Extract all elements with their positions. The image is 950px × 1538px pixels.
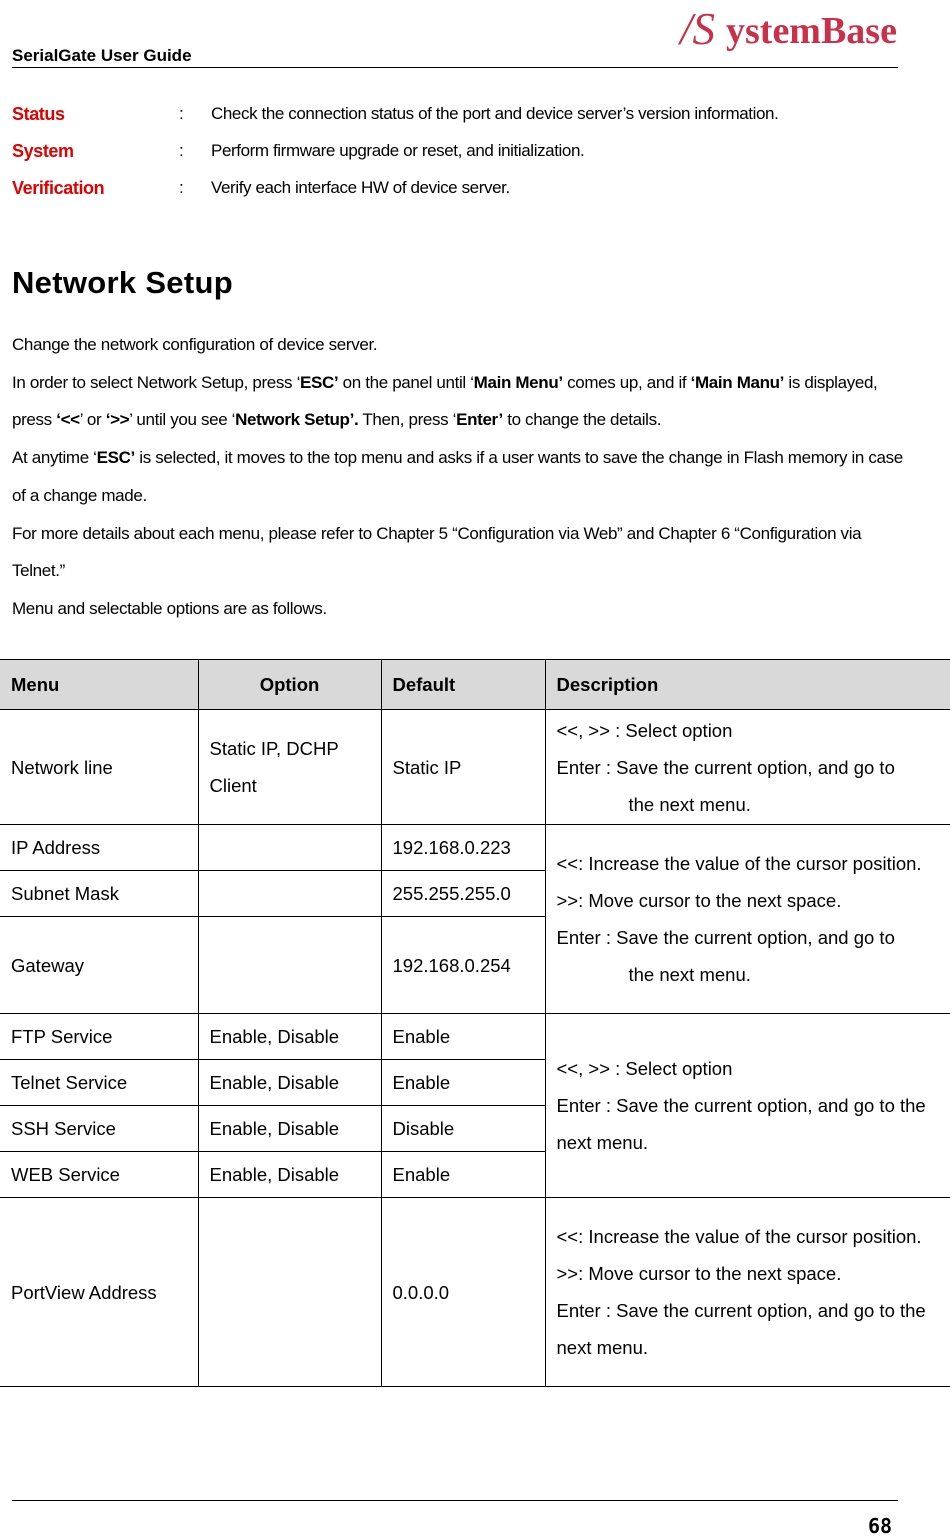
cell-default: 0.0.0.0 [381, 1198, 545, 1387]
cell-menu: IP Address [0, 825, 198, 871]
definition-row [12, 137, 912, 174]
cell-default: Enable [381, 1152, 545, 1198]
cell-option [198, 825, 381, 871]
header-default: Default [381, 660, 545, 710]
table-row [0, 710, 950, 825]
table-row [0, 825, 950, 871]
logo-wordmark: ystemBase [726, 10, 897, 52]
paragraph-esc: At anytime ‘ESC’ is selected, it moves to the top menu and asks if a user wants to save the change in Flash memory in case of a change made. [12, 448, 903, 505]
cell-option: Enable, Disable [198, 1014, 381, 1060]
cell-default: Enable [381, 1060, 545, 1106]
table-row [0, 1198, 950, 1387]
definition-row [12, 174, 912, 211]
header-title: SerialGate User Guide [12, 46, 192, 65]
header-description: Description [545, 660, 950, 710]
table-row [0, 1014, 950, 1060]
cell-default: Disable [381, 1106, 545, 1152]
definition-list [12, 100, 912, 211]
definition-colon: : [179, 104, 184, 123]
paragraph-references: For more details about each menu, please refer to Chapter 5 “Configuration via Web” and Chapter 6 “Configuration via Telnet.” [12, 523, 862, 581]
cell-default: 192.168.0.223 [381, 825, 545, 871]
definition-term: System [12, 141, 74, 161]
definition-text: Check the connection status of the port and device server’s version information. [211, 104, 779, 123]
cell-default: 192.168.0.254 [381, 917, 545, 1014]
cell-description: <<, >> : Select option Enter : Save the current option, and go to the next menu. [545, 1014, 950, 1198]
cell-menu: Network line [0, 710, 198, 825]
cell-option: Static IP, DCHP Client [198, 710, 381, 825]
definition-text: Perform firmware upgrade or reset, and initialization. [211, 141, 585, 160]
section-title: Network Setup [12, 265, 233, 300]
cell-option [198, 917, 381, 1014]
cell-description: <<: Increase the value of the cursor position. >>: Move cursor to the next space. Enter : Save the current option, and go to the next menu. [545, 1198, 950, 1387]
cell-option: Enable, Disable [198, 1060, 381, 1106]
paragraph-how-to-select: In order to select Network Setup, press ‘ESC’ on the panel until ‘Main Menu’ comes up, and if ‘Main Manu’ is displayed, press ‘<<’ or ‘>>’ until you see ‘Network Setup’. Then, press ‘Enter’ to change the details. [12, 372, 878, 430]
definition-term: Verification [12, 178, 105, 198]
paragraph-table-intro: Menu and selectable options are as follows. [12, 598, 327, 618]
footer-rule [12, 1500, 898, 1501]
table-header-row [0, 660, 950, 710]
cell-menu: SSH Service [0, 1106, 198, 1152]
cell-menu: WEB Service [0, 1152, 198, 1198]
page-number: 68 [868, 1514, 893, 1538]
cell-menu: Gateway [0, 917, 198, 1014]
systembase-logo [674, 0, 904, 52]
cell-option [198, 1198, 381, 1387]
cell-option [198, 871, 381, 917]
header-option: Option [198, 660, 381, 710]
cell-default: Static IP [381, 710, 545, 825]
logo-slash-s: /S [680, 4, 716, 52]
cell-menu: PortView Address [0, 1198, 198, 1387]
paragraph-intro: Change the network configuration of device server. [12, 335, 378, 354]
cell-menu: Telnet Service [0, 1060, 198, 1106]
cell-description: <<, >> : Select option Enter : Save the current option, and go to the next menu. [545, 710, 950, 825]
cell-menu: FTP Service [0, 1014, 198, 1060]
section-body [12, 326, 912, 628]
cell-menu: Subnet Mask [0, 871, 198, 917]
header-rule [12, 67, 898, 68]
network-options-table [0, 659, 950, 1387]
definition-row [12, 100, 912, 137]
cell-option: Enable, Disable [198, 1106, 381, 1152]
cell-option: Enable, Disable [198, 1152, 381, 1198]
cell-default: 255.255.255.0 [381, 871, 545, 917]
cell-description: <<: Increase the value of the cursor position. >>: Move cursor to the next space. Enter : Save the current option, and go to the next menu. [545, 825, 950, 1014]
definition-term: Status [12, 104, 65, 124]
header-menu: Menu [0, 660, 198, 710]
cell-default: Enable [381, 1014, 545, 1060]
definition-text: Verify each interface HW of device server. [211, 178, 510, 197]
definition-colon: : [179, 178, 184, 197]
definition-colon: : [179, 141, 184, 160]
